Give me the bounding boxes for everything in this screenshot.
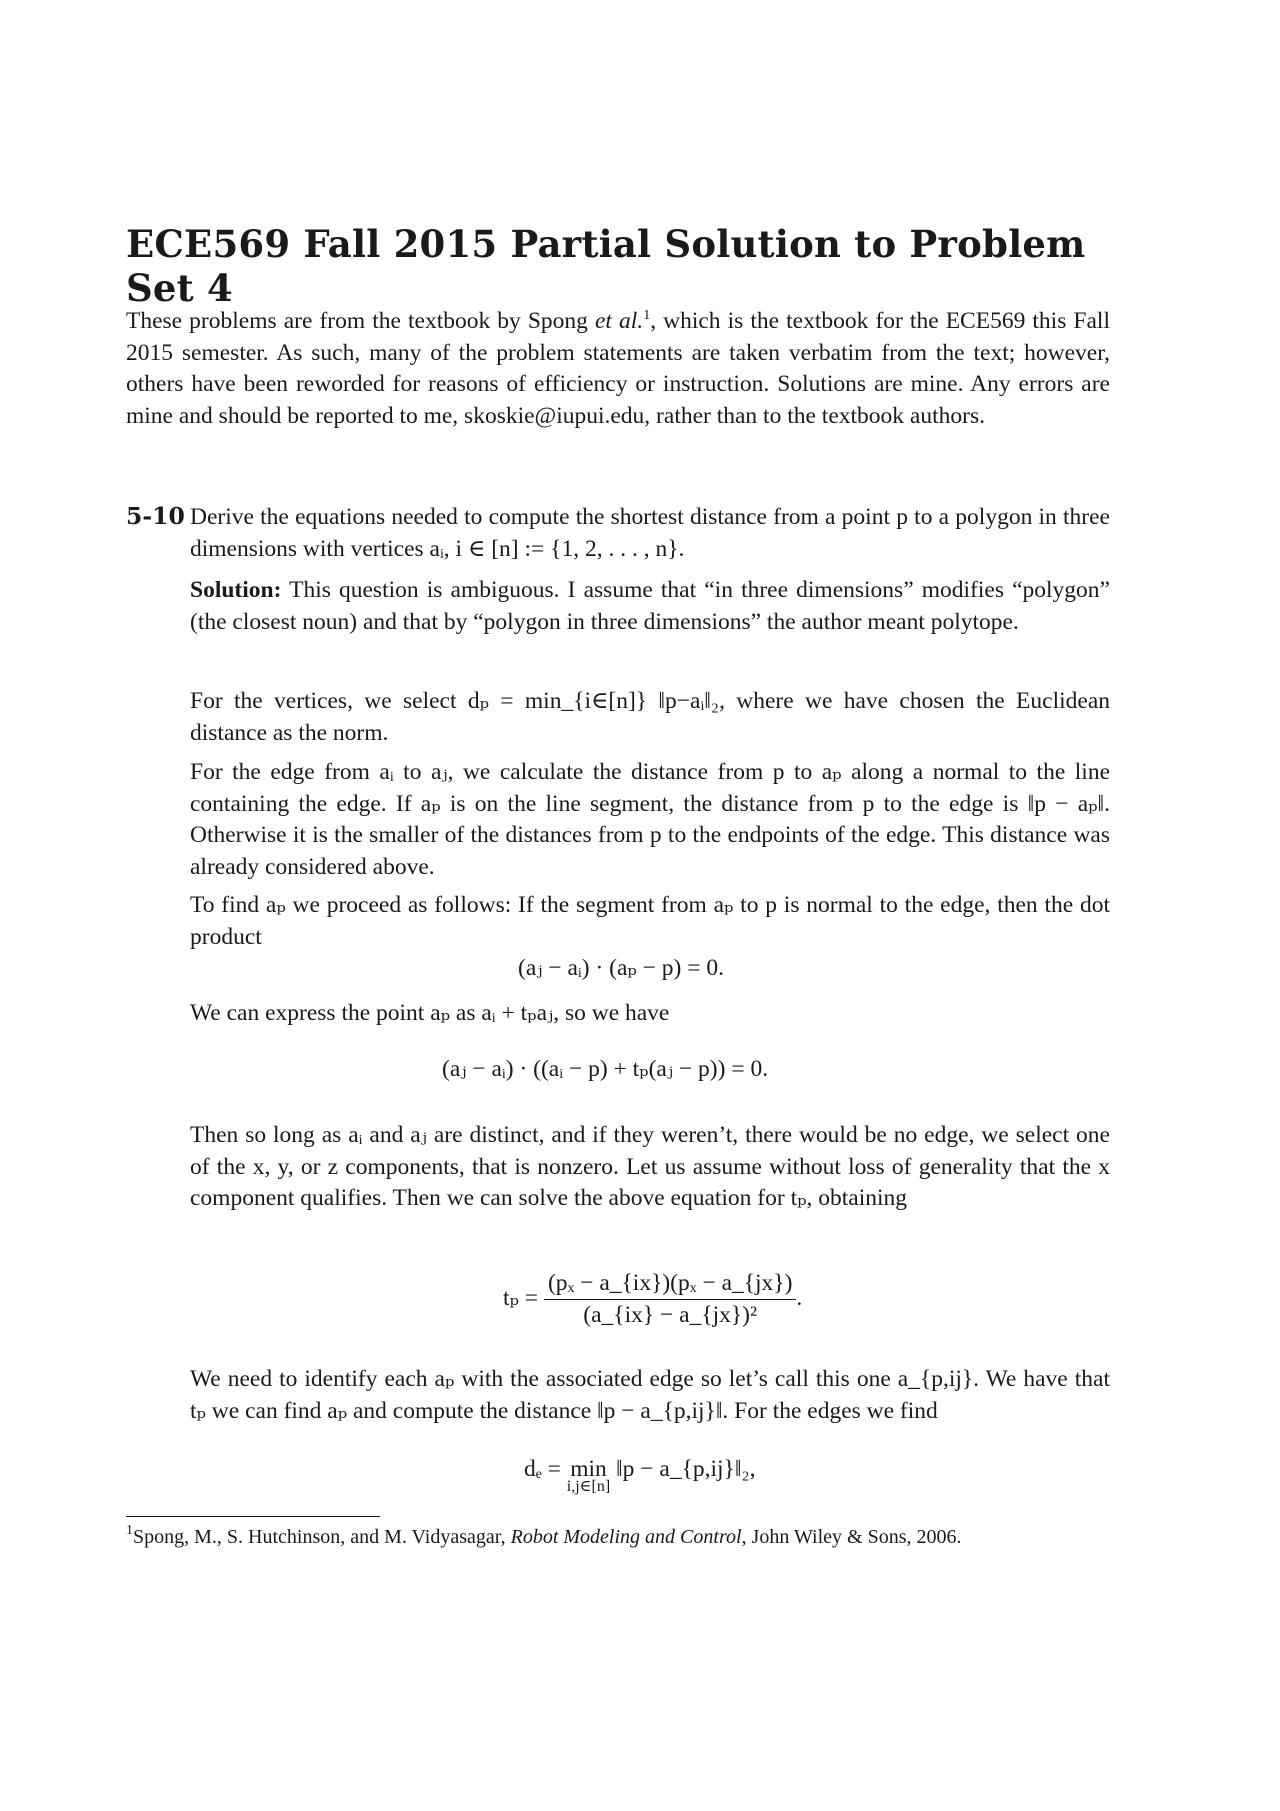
- find-paragraph: To find aₚ we proceed as follows: If the segment from aₚ to p is normal to the edge, then the dot product: [190, 892, 1110, 950]
- vertices-paragraph: For the vertices, we select dₚ = min_{i∈[n]} ‖p−aᵢ‖₂, where we have chosen the Euclidean distance as the norm.: [190, 688, 1110, 746]
- problem-statement: Derive the equations needed to compute the shortest distance from a point p to a polygon in three dimensions with vertices aᵢ, i ∈ [n] := {1, 2, . . . , n}.: [190, 504, 1110, 562]
- express-paragraph: We can express the point aₚ as aᵢ + tₚaⱼ, so we have: [190, 1000, 670, 1026]
- footnote-divider: [126, 1516, 380, 1517]
- footnote: [126, 1524, 1110, 1551]
- problem-number: 5-10: [126, 502, 185, 530]
- distinct-paragraph: Then so long as aᵢ and aⱼ are distinct, and if they weren’t, there would be no edge, we select one of the x, y, or z components, that is nonzero. Let us assume without loss of generality that the x component qualifies. Then we can solve the above equation for tₚ, obtaining: [190, 1122, 1110, 1211]
- identify-paragraph: We need to identify each aₚ with the associated edge so let’s call this one a_{p,ij}. We have that tₚ we can find aₚ and compute the distance ‖p − a_{p,ij}‖. For the edges we find: [190, 1366, 1110, 1424]
- intro-text-2: , which is the textbook for the ECE569 this Fall 2015 semester. As such, many of the problem statements are taken verbatim from the text; however, others have been reworded for reasons of efficiency or instruction. Solutions are mine. Any errors are mine and should be reported to me, skoskie@iupui.edu, rather than to the textbook authors.: [126, 308, 1110, 429]
- intro-etal: et al.: [595, 308, 644, 334]
- solution-text: This question is ambiguous. I assume that “in three dimensions” modifies “polygon” (the closest noun) and that by “polygon in three dimensions” the author meant polytope.: [190, 577, 1110, 635]
- page-title: ECE569 Fall 2015 Partial Solution to Problem Set 4: [126, 222, 1086, 310]
- equation-de-min-subscript: i,j∈[n]: [566, 1478, 611, 1495]
- equation-de-lhs: dₑ =: [524, 1456, 561, 1482]
- footnote-book-title: Robot Modeling and Control: [510, 1526, 742, 1548]
- equation-expanded: (aⱼ − aᵢ) · ((aᵢ − p) + tₚ(aⱼ − p)) = 0.: [442, 1056, 769, 1082]
- footnote-ref: 1: [643, 308, 651, 323]
- edge-paragraph: For the edge from aᵢ to aⱼ, we calculate the distance from p to aₚ along a normal to the line containing the edge. If aₚ is on the line segment, the distance from p to the edge is ‖p − aₚ‖. Otherwise it is the smaller of the distances from p to the endpoints of the edge. This distance was already considered above.: [190, 759, 1110, 880]
- intro-paragraph: [126, 306, 1110, 432]
- equation-tp-denominator: (a_{ix} − a_{jx})²: [583, 1302, 758, 1328]
- footnote-mark: 1: [126, 1523, 133, 1538]
- solution-intro: [190, 575, 1110, 638]
- footnote-text-2: , John Wiley & Sons, 2006.: [741, 1526, 962, 1548]
- equation-tp-numerator: (pₓ − a_{ix})(pₓ − a_{jx}): [544, 1270, 796, 1300]
- equation-de-rhs: ‖p − a_{p,ij}‖₂,: [616, 1456, 756, 1482]
- equation-de: [524, 1456, 756, 1494]
- equation-de-min-op: min: [570, 1456, 607, 1482]
- equation-tp-fraction: [544, 1270, 796, 1329]
- equation-dot-product: (aⱼ − aᵢ) · (aₚ − p) = 0.: [518, 955, 725, 981]
- footnote-text-1: Spong, M., S. Hutchinson, and M. Vidyasagar,: [133, 1526, 511, 1548]
- equation-tp-lhs: tₚ =: [503, 1284, 539, 1311]
- intro-text-1: These problems are from the textbook by Spong: [126, 308, 595, 334]
- solution-label: Solution:: [190, 577, 282, 603]
- equation-de-min: [567, 1456, 610, 1494]
- equation-tp: tₚ = $\frac{\text{(pₓ − a\_\{ix\})(pₓ − a\_\{jx\})}}{\text{(a\_\{ix\} − a\_\{jx\})²}}$ .: [503, 1270, 803, 1328]
